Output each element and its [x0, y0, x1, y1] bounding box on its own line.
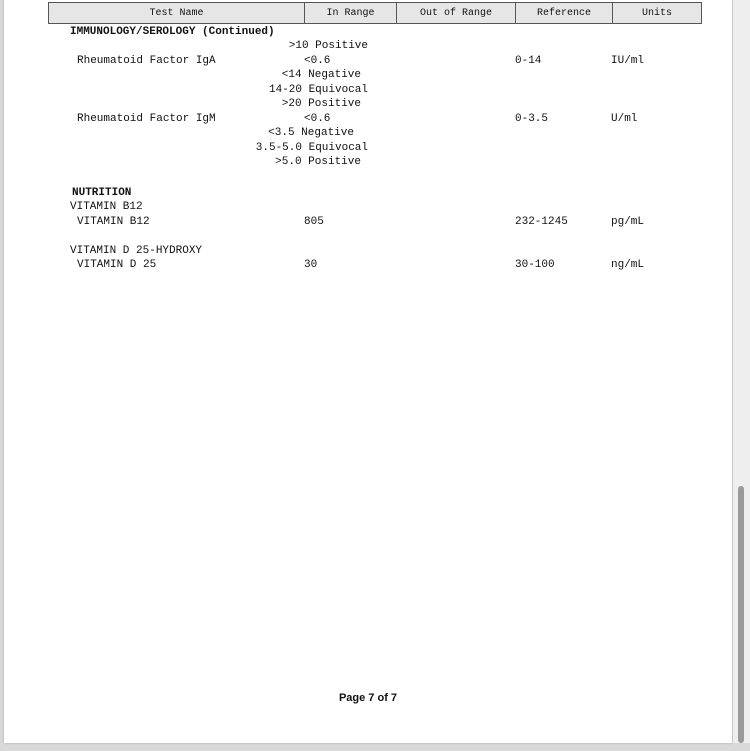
igm-test-name: Rheumatoid Factor IgM: [77, 113, 216, 125]
iga-test-name: Rheumatoid Factor IgA: [77, 55, 216, 67]
page-number: Page 7 of 7: [338, 692, 398, 704]
b12-reference: 232-1245: [515, 216, 568, 228]
vitd-value: 30: [304, 259, 318, 271]
iga-value: <0.6: [304, 55, 331, 67]
vitd-reference: 30-100: [515, 259, 555, 271]
vitd-group: VITAMIN D 25-HYDROXY: [70, 245, 203, 257]
header-in-range: In Range: [305, 3, 397, 23]
igm-ref-negative: <3.5 Negative: [268, 127, 354, 139]
section-title-immunology: IMMUNOLOGY/SEROLOGY (Continued): [70, 26, 275, 38]
igm-ref-positive: >5.0 Positive: [275, 156, 361, 168]
iga-ref-equivocal: 14-20 Equivocal: [268, 84, 368, 96]
iga-reference: 0-14: [515, 55, 542, 67]
b12-units: pg/mL: [611, 216, 645, 228]
b12-group: VITAMIN B12: [70, 201, 143, 213]
header-reference: Reference: [516, 3, 613, 23]
igm-reference: 0-3.5: [515, 113, 549, 125]
b12-test-name: VITAMIN B12: [77, 216, 150, 228]
igm-ref-equivocal: 3.5-5.0 Equivocal: [255, 142, 368, 154]
table-header: [48, 2, 702, 24]
section-title-nutrition: NUTRITION: [72, 187, 132, 199]
b12-value: 805: [304, 216, 324, 228]
igm-units: U/ml: [611, 113, 638, 125]
vitd-test-name: VITAMIN D 25: [77, 259, 157, 271]
iga-ref-positive: >20 Positive: [281, 98, 361, 110]
header-out-of-range: Out of Range: [397, 3, 516, 23]
scrollbar-thumb[interactable]: [738, 486, 744, 743]
report-page: [4, 0, 732, 743]
iga-ref-negative: <14 Negative: [281, 69, 361, 81]
header-test-name: Test Name: [49, 3, 305, 23]
header-units: Units: [641, 8, 672, 19]
iga-ref-above: >10 Positive: [288, 40, 368, 52]
iga-units: IU/ml: [611, 55, 645, 67]
vitd-units: ng/mL: [611, 259, 645, 271]
igm-value: <0.6: [304, 113, 331, 125]
